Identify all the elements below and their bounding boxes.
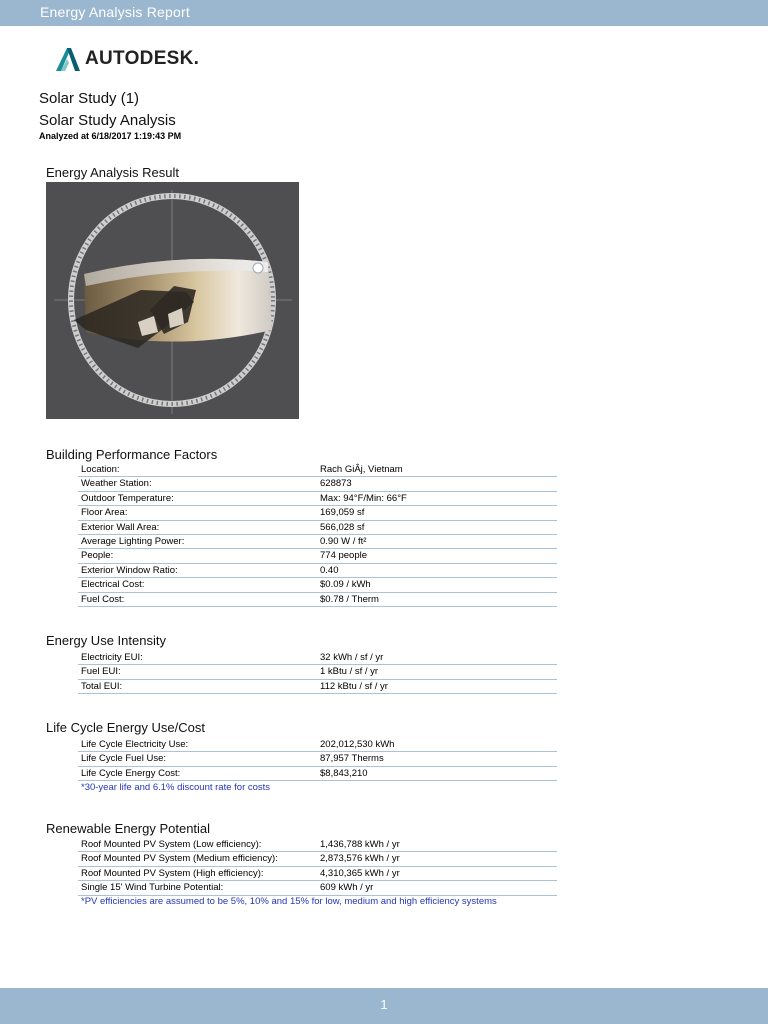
table-row <box>78 752 557 766</box>
document-title: Solar Study (1) <box>39 90 140 107</box>
row-value: $0.09 / kWh <box>320 579 371 591</box>
row-label: Roof Mounted PV System (High efficiency): <box>81 867 264 879</box>
autodesk-wordmark: AUTODESK. <box>85 48 200 69</box>
table-row <box>78 593 557 607</box>
row-value: 32 kWh / sf / yr <box>320 652 384 663</box>
life-cycle-table <box>78 738 557 781</box>
row-value: 1 kBtu / sf / yr <box>320 666 379 678</box>
row-value: Max: 94°F/Min: 66°F <box>320 492 407 504</box>
row-label: Fuel EUI: <box>81 666 121 678</box>
table-row <box>78 492 557 506</box>
building-performance-heading: Building Performance Factors <box>46 447 218 462</box>
row-value: 1,436,788 kWh / yr <box>320 839 400 850</box>
row-value: 112 kBtu / sf / yr <box>320 680 388 692</box>
table-row <box>78 521 557 535</box>
row-value: 609 kWh / yr <box>320 882 374 894</box>
table-row <box>78 738 557 752</box>
row-value: Rach GiÂj, Vietnam <box>320 464 403 475</box>
table-row <box>78 838 557 852</box>
row-label: Total EUI: <box>81 680 123 692</box>
row-label: Life Cycle Energy Cost: <box>81 767 181 779</box>
row-label: Outdoor Temperature: <box>81 492 174 504</box>
table-row <box>78 578 557 592</box>
report-header-title: Energy Analysis Report <box>40 4 190 20</box>
row-value: 169,059 sf <box>320 507 365 519</box>
row-value: 87,957 Therms <box>320 753 384 765</box>
solar-study-render <box>46 182 299 419</box>
row-label: Weather Station: <box>81 478 152 490</box>
document-subtitle: Solar Study Analysis <box>39 112 176 129</box>
row-label: Exterior Wall Area: <box>81 521 160 533</box>
energy-use-intensity-heading: Energy Use Intensity <box>46 633 166 648</box>
autodesk-logo <box>53 44 199 74</box>
row-label: Exterior Window Ratio: <box>81 564 178 576</box>
row-label: Roof Mounted PV System (Low efficiency): <box>81 839 262 850</box>
row-value: 774 people <box>320 550 368 562</box>
row-label: People: <box>81 550 114 562</box>
analyzed-timestamp: Analyzed at 6/18/2017 1:19:43 PM <box>39 131 182 141</box>
row-value: 2,873,576 kWh / yr <box>320 853 400 865</box>
table-row <box>78 477 557 491</box>
table-row <box>78 680 557 694</box>
row-value: 0.40 <box>320 564 339 576</box>
row-label: Electricity EUI: <box>81 652 143 663</box>
life-cycle-heading: Life Cycle Energy Use/Cost <box>46 720 205 735</box>
row-label: Average Lighting Power: <box>81 535 185 547</box>
report-header-bar <box>0 0 768 26</box>
row-label: Life Cycle Electricity Use: <box>81 739 189 750</box>
table-row <box>78 651 557 665</box>
table-row <box>78 564 557 578</box>
table-row <box>78 881 557 895</box>
energy-analysis-result-heading: Energy Analysis Result <box>46 165 179 180</box>
row-value: 628873 <box>320 478 352 490</box>
table-row <box>78 852 557 866</box>
report-footer-bar <box>0 988 768 1024</box>
row-value: $8,843,210 <box>320 767 368 779</box>
solar-study-image <box>46 182 299 419</box>
row-label: Fuel Cost: <box>81 593 125 605</box>
row-value: 566,028 sf <box>320 521 365 533</box>
table-row <box>78 767 557 781</box>
life-cycle-note: *30-year life and 6.1% discount rate for costs <box>81 782 271 793</box>
row-value: 0.90 W / ft² <box>320 535 367 547</box>
building-performance-table <box>78 463 557 607</box>
table-row <box>78 506 557 520</box>
table-row <box>78 665 557 679</box>
row-label: Life Cycle Fuel Use: <box>81 753 167 765</box>
row-value: 202,012,530 kWh <box>320 739 395 750</box>
table-row <box>78 549 557 563</box>
row-label: Electrical Cost: <box>81 579 145 591</box>
energy-use-intensity-table <box>78 651 557 694</box>
row-value: $0.78 / Therm <box>320 593 379 605</box>
page-number: 1 <box>380 997 388 1012</box>
renewable-energy-heading: Renewable Energy Potential <box>46 821 211 836</box>
row-label: Single 15' Wind Turbine Potential: <box>81 882 224 894</box>
autodesk-logo-icon <box>53 45 81 73</box>
renewable-energy-table <box>78 838 557 896</box>
table-row <box>78 463 557 477</box>
table-row <box>78 867 557 881</box>
table-row <box>78 535 557 549</box>
pv-efficiency-note: *PV efficiencies are assumed to be 5%, 10% and 15% for low, medium and high efficiency systems <box>81 896 497 907</box>
row-label: Location: <box>81 464 120 475</box>
row-value: 4,310,365 kWh / yr <box>320 867 400 879</box>
row-label: Floor Area: <box>81 507 128 519</box>
row-label: Roof Mounted PV System (Medium efficiency): <box>81 853 278 865</box>
